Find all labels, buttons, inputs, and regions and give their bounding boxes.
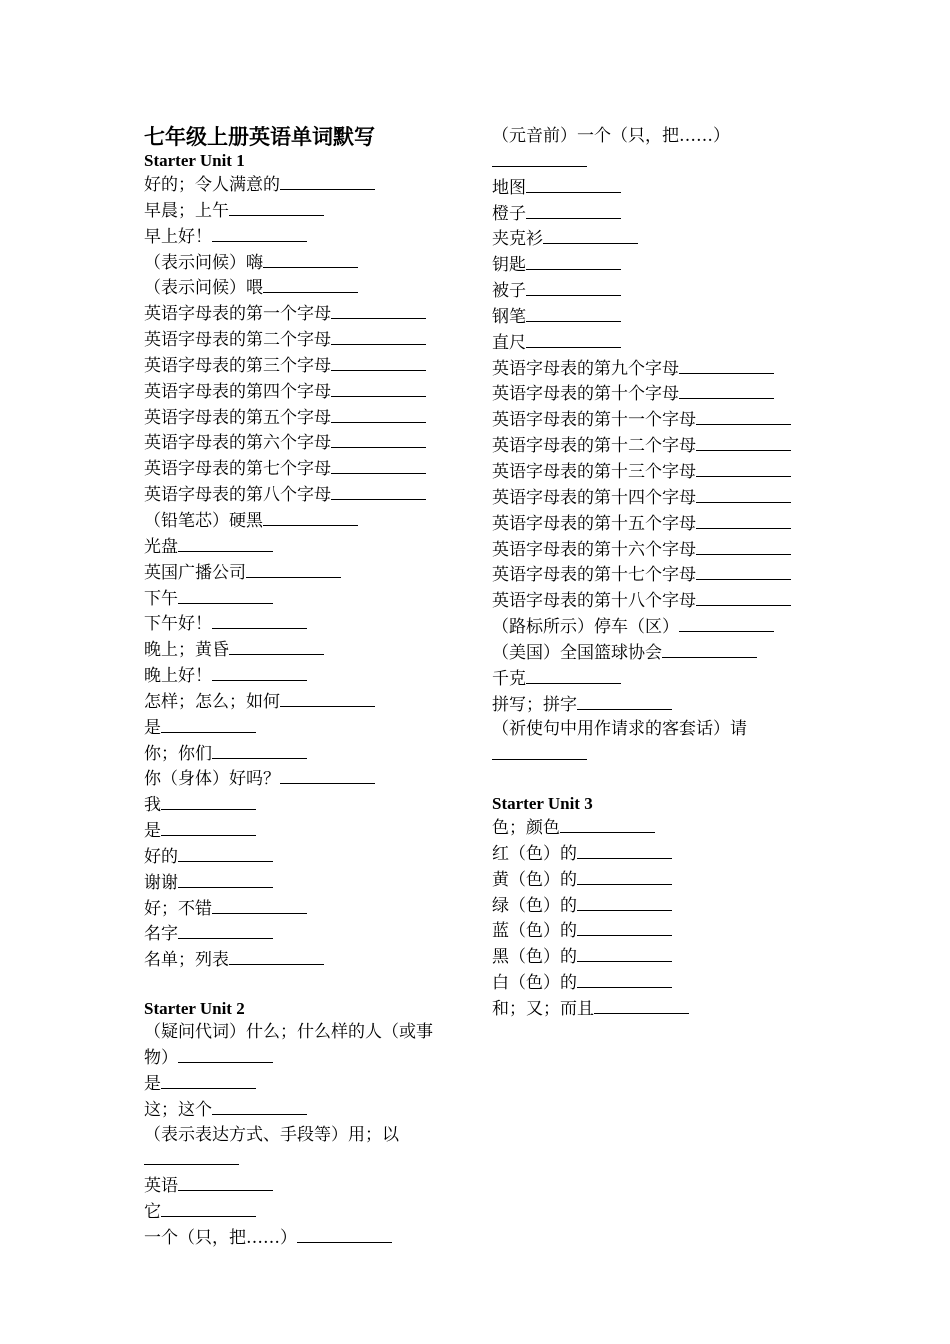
answer-blank[interactable]: [178, 1045, 273, 1063]
vocab-item: [144, 405, 454, 431]
vocab-prompt: 英语字母表的第二个字母: [144, 330, 331, 351]
vocab-prompt: 被子: [492, 281, 526, 302]
vocab-item: [492, 226, 802, 252]
answer-blank[interactable]: [331, 327, 426, 345]
answer-blank[interactable]: [331, 482, 426, 500]
vocab-prompt: 黄（色）的: [492, 869, 577, 890]
vocab-item: [144, 1123, 454, 1174]
answer-blank[interactable]: [577, 692, 672, 710]
answer-blank[interactable]: [161, 818, 256, 836]
vocab-item: [144, 250, 454, 276]
answer-blank[interactable]: [212, 611, 307, 629]
vocab-prompt: 你；你们: [144, 743, 212, 764]
vocab-item: [144, 766, 454, 792]
answer-blank[interactable]: [696, 537, 791, 555]
vocab-prompt: 是: [144, 821, 161, 842]
vocab-item: [144, 741, 454, 767]
vocab-item: [492, 433, 802, 459]
vocab-item: [492, 692, 802, 718]
vocab-prompt: 下午: [144, 588, 178, 609]
answer-blank[interactable]: [212, 663, 307, 681]
vocab-prompt: 是: [144, 1073, 161, 1094]
vocab-item: [144, 947, 454, 973]
vocab-prompt: 一个（只，把……）: [144, 1227, 297, 1248]
answer-blank[interactable]: [161, 1071, 256, 1089]
vocab-prompt: 英语字母表的第九个字母: [492, 358, 679, 379]
vocab-prompt: 和；又；而且: [492, 999, 594, 1019]
vocab-item: [492, 815, 802, 841]
vocab-prompt: 英语字母表的第六个字母: [144, 433, 331, 454]
vocab-item: [144, 327, 454, 353]
vocab-item: [492, 252, 802, 278]
answer-blank[interactable]: [280, 689, 375, 707]
answer-blank[interactable]: [594, 996, 689, 1014]
vocab-item: [492, 485, 802, 511]
vocab-item: [492, 304, 802, 330]
vocab-item: [144, 818, 454, 844]
vocab-prompt: 下午好！: [144, 614, 212, 635]
answer-blank[interactable]: [543, 226, 638, 244]
vocab-prompt: 英语字母表的第十二个字母: [492, 436, 696, 457]
vocab-prompt: 它: [144, 1202, 161, 1223]
vocab-prompt: 钢笔: [492, 306, 526, 327]
vocab-prompt: 谢谢: [144, 872, 178, 893]
vocab-prompt: （元音前）一个（只，把……）: [492, 126, 730, 146]
vocab-prompt: 名单；列表: [144, 950, 229, 971]
vocab-item: [144, 1199, 454, 1225]
vocab-item: [492, 640, 802, 666]
vocab-prompt: 怎样；怎么；如何: [144, 691, 280, 712]
answer-blank[interactable]: [297, 1225, 392, 1243]
vocab-prompt: （铅笔芯）硬黑: [144, 510, 263, 531]
vocab-prompt: 绿（色）的: [492, 895, 577, 916]
unit2-continued-list: [492, 124, 802, 768]
answer-blank[interactable]: [178, 844, 273, 862]
vocab-item: [144, 1020, 454, 1071]
vocab-prompt: 英语字母表的第三个字母: [144, 355, 331, 376]
vocab-prompt: 英语字母表的第十四个字母: [492, 487, 696, 508]
vocab-item: [144, 353, 454, 379]
vocab-prompt: 夹克衫: [492, 229, 543, 250]
vocab-item: [144, 870, 454, 896]
vocab-item: [492, 841, 802, 867]
answer-blank[interactable]: [331, 379, 426, 397]
vocab-item: [144, 430, 454, 456]
answer-blank[interactable]: [577, 841, 672, 859]
answer-blank[interactable]: [696, 562, 791, 580]
vocab-prompt: （路标所示）停车（区）: [492, 617, 679, 638]
vocab-prompt: 是: [144, 717, 161, 738]
vocab-item: [144, 172, 454, 198]
unit2-list: [144, 1020, 454, 1251]
vocab-item: [144, 379, 454, 405]
vocab-item: [144, 534, 454, 560]
vocab-item: [144, 224, 454, 250]
answer-blank[interactable]: [263, 275, 358, 293]
answer-blank[interactable]: [178, 534, 273, 552]
vocab-prompt: （美国）全国篮球协会: [492, 642, 662, 663]
answer-blank[interactable]: [161, 792, 256, 810]
vocab-item: [144, 896, 454, 922]
vocab-item: [144, 663, 454, 689]
answer-blank[interactable]: [696, 433, 791, 451]
vocab-prompt: 英语字母表的第四个字母: [144, 381, 331, 402]
vocab-item: [492, 918, 802, 944]
vocab-prompt: 蓝（色）的: [492, 921, 577, 942]
vocab-prompt: （表示问候）嗨: [144, 252, 263, 273]
answer-blank[interactable]: [526, 278, 621, 296]
vocab-prompt: （表示表达方式、手段等）用；以: [144, 1124, 399, 1145]
vocab-item: [144, 921, 454, 947]
vocab-item: [144, 1071, 454, 1097]
vocab-item: [144, 301, 454, 327]
answer-blank[interactable]: [679, 614, 774, 632]
vocab-prompt: 色；颜色: [492, 818, 560, 839]
answer-blank[interactable]: [577, 944, 672, 962]
answer-blank[interactable]: [212, 741, 307, 759]
vocab-item: [144, 637, 454, 663]
answer-blank[interactable]: [492, 742, 587, 760]
answer-blank[interactable]: [696, 485, 791, 503]
vocab-item: [492, 511, 802, 537]
vocab-item: [144, 689, 454, 715]
vocab-item: [492, 278, 802, 304]
vocab-item: [492, 996, 802, 1022]
vocab-prompt: （表示问候）喂: [144, 278, 263, 299]
vocab-item: [492, 330, 802, 356]
vocab-item: [144, 792, 454, 818]
vocab-prompt: 英语字母表的第一个字母: [144, 304, 331, 325]
answer-blank[interactable]: [280, 766, 375, 784]
vocab-item: [144, 1173, 454, 1199]
answer-blank[interactable]: [331, 301, 426, 319]
answer-blank[interactable]: [263, 250, 358, 268]
answer-blank[interactable]: [679, 381, 774, 399]
vocab-prompt: 早晨；上午: [144, 200, 229, 221]
vocab-prompt: 英语字母表的第十八个字母: [492, 591, 696, 612]
answer-blank[interactable]: [696, 511, 791, 529]
vocab-prompt: 光盘: [144, 536, 178, 557]
vocab-prompt: 英语: [144, 1176, 178, 1197]
vocab-prompt: 这；这个: [144, 1099, 212, 1120]
vocab-prompt: 英语字母表的第十三个字母: [492, 461, 696, 482]
vocab-prompt: 好；不错: [144, 898, 212, 919]
vocab-item: [492, 614, 802, 640]
vocab-prompt: 白（色）的: [492, 973, 577, 994]
answer-blank[interactable]: [178, 586, 273, 604]
left-column: [144, 124, 454, 1251]
vocab-item: [492, 381, 802, 407]
vocab-prompt: 英语字母表的第十个字母: [492, 384, 679, 405]
vocab-prompt: 千克: [492, 668, 526, 689]
vocab-item: [492, 459, 802, 485]
vocab-prompt: 好的；令人满意的: [144, 175, 280, 195]
vocab-item: [492, 356, 802, 382]
answer-blank[interactable]: [331, 430, 426, 448]
answer-blank[interactable]: [577, 970, 672, 988]
vocab-prompt: 英语字母表的第十一个字母: [492, 410, 696, 431]
answer-blank[interactable]: [178, 870, 273, 888]
vocab-prompt: （疑问代词）什么；什么样的人（或事物）: [144, 1022, 433, 1068]
vocab-prompt: 我: [144, 795, 161, 816]
vocab-prompt: 地图: [492, 177, 526, 198]
answer-blank[interactable]: [161, 715, 256, 733]
vocab-prompt: 拼写；拼字: [492, 694, 577, 715]
vocab-item: [492, 562, 802, 588]
vocab-item: [144, 1097, 454, 1123]
vocab-item: [144, 844, 454, 870]
answer-blank[interactable]: [331, 405, 426, 423]
answer-blank[interactable]: [229, 198, 324, 216]
vocab-item: [144, 198, 454, 224]
answer-blank[interactable]: [526, 252, 621, 270]
answer-blank[interactable]: [263, 508, 358, 526]
answer-blank[interactable]: [161, 1199, 256, 1217]
unit1-heading: Starter Unit 1: [144, 151, 245, 170]
answer-blank[interactable]: [560, 815, 655, 833]
vocab-item: [492, 537, 802, 563]
vocab-item: [492, 867, 802, 893]
vocab-prompt: 黑（色）的: [492, 947, 577, 968]
answer-blank[interactable]: [526, 201, 621, 219]
answer-blank[interactable]: [229, 947, 324, 965]
answer-blank[interactable]: [331, 353, 426, 371]
answer-blank[interactable]: [577, 867, 672, 885]
vocab-item: [492, 970, 802, 996]
answer-blank[interactable]: [144, 1147, 239, 1165]
unit2-heading: Starter Unit 2: [144, 999, 245, 1019]
answer-blank[interactable]: [696, 459, 791, 477]
vocab-prompt: 英国广播公司: [144, 562, 246, 583]
unit3-heading: Starter Unit 3: [492, 794, 593, 814]
vocab-prompt: 晚上好！: [144, 666, 212, 687]
vocab-item: [144, 586, 454, 612]
answer-blank[interactable]: [280, 172, 375, 190]
vocab-prompt: 好的: [144, 846, 178, 867]
vocab-prompt: 英语字母表的第十六个字母: [492, 539, 696, 560]
vocab-prompt: 你（身体）好吗？: [144, 769, 280, 790]
answer-blank[interactable]: [212, 224, 307, 242]
answer-blank[interactable]: [662, 640, 757, 658]
answer-blank[interactable]: [526, 175, 621, 193]
answer-blank[interactable]: [178, 921, 273, 939]
vocab-prompt: 晚上；黄昏: [144, 640, 229, 661]
vocab-item: [144, 1225, 454, 1251]
vocab-prompt: 英语字母表的第十七个字母: [492, 565, 696, 586]
vocab-item: [492, 201, 802, 227]
answer-blank[interactable]: [526, 330, 621, 348]
vocab-prompt: 英语字母表的第七个字母: [144, 459, 331, 480]
vocab-prompt: 英语字母表的第五个字母: [144, 407, 331, 428]
vocab-prompt: 英语字母表的第十五个字母: [492, 513, 696, 534]
vocab-prompt: 早上好！: [144, 226, 212, 247]
vocab-item: [492, 717, 802, 768]
vocab-item: [144, 482, 454, 508]
vocab-prompt: 钥匙: [492, 255, 526, 276]
vocab-item: [492, 944, 802, 970]
answer-blank[interactable]: [229, 637, 324, 655]
answer-blank[interactable]: [492, 149, 587, 167]
vocab-item: [144, 560, 454, 586]
answer-blank[interactable]: [679, 356, 774, 374]
unit3-list: [492, 815, 802, 1022]
vocab-item: [492, 175, 802, 201]
answer-blank[interactable]: [331, 456, 426, 474]
answer-blank[interactable]: [526, 304, 621, 322]
unit1-list: [144, 172, 454, 973]
answer-blank[interactable]: [577, 893, 672, 911]
answer-blank[interactable]: [696, 407, 791, 425]
answer-blank[interactable]: [526, 666, 621, 684]
vocab-item: [492, 893, 802, 919]
vocab-prompt: （祈使句中用作请求的客套话）请: [492, 719, 747, 740]
page-title: 七年级上册英语单词默写: [144, 125, 375, 149]
answer-blank[interactable]: [178, 1173, 273, 1191]
vocab-item: [144, 611, 454, 637]
vocab-item: [144, 715, 454, 741]
vocab-prompt: 名字: [144, 924, 178, 945]
vocab-item: [492, 407, 802, 433]
vocab-item: [144, 508, 454, 534]
vocab-item: [144, 275, 454, 301]
right-column: [492, 124, 802, 1022]
vocab-prompt: 橙子: [492, 203, 526, 224]
vocab-item: [144, 456, 454, 482]
vocab-prompt: 红（色）的: [492, 843, 577, 864]
answer-blank[interactable]: [696, 588, 791, 606]
answer-blank[interactable]: [212, 896, 307, 914]
answer-blank[interactable]: [246, 560, 341, 578]
answer-blank[interactable]: [577, 918, 672, 936]
vocab-prompt: 直尺: [492, 332, 526, 353]
vocab-item: [492, 588, 802, 614]
vocab-prompt: 英语字母表的第八个字母: [144, 485, 331, 506]
answer-blank[interactable]: [212, 1097, 307, 1115]
vocab-item: [492, 666, 802, 692]
vocab-item: [492, 124, 802, 175]
